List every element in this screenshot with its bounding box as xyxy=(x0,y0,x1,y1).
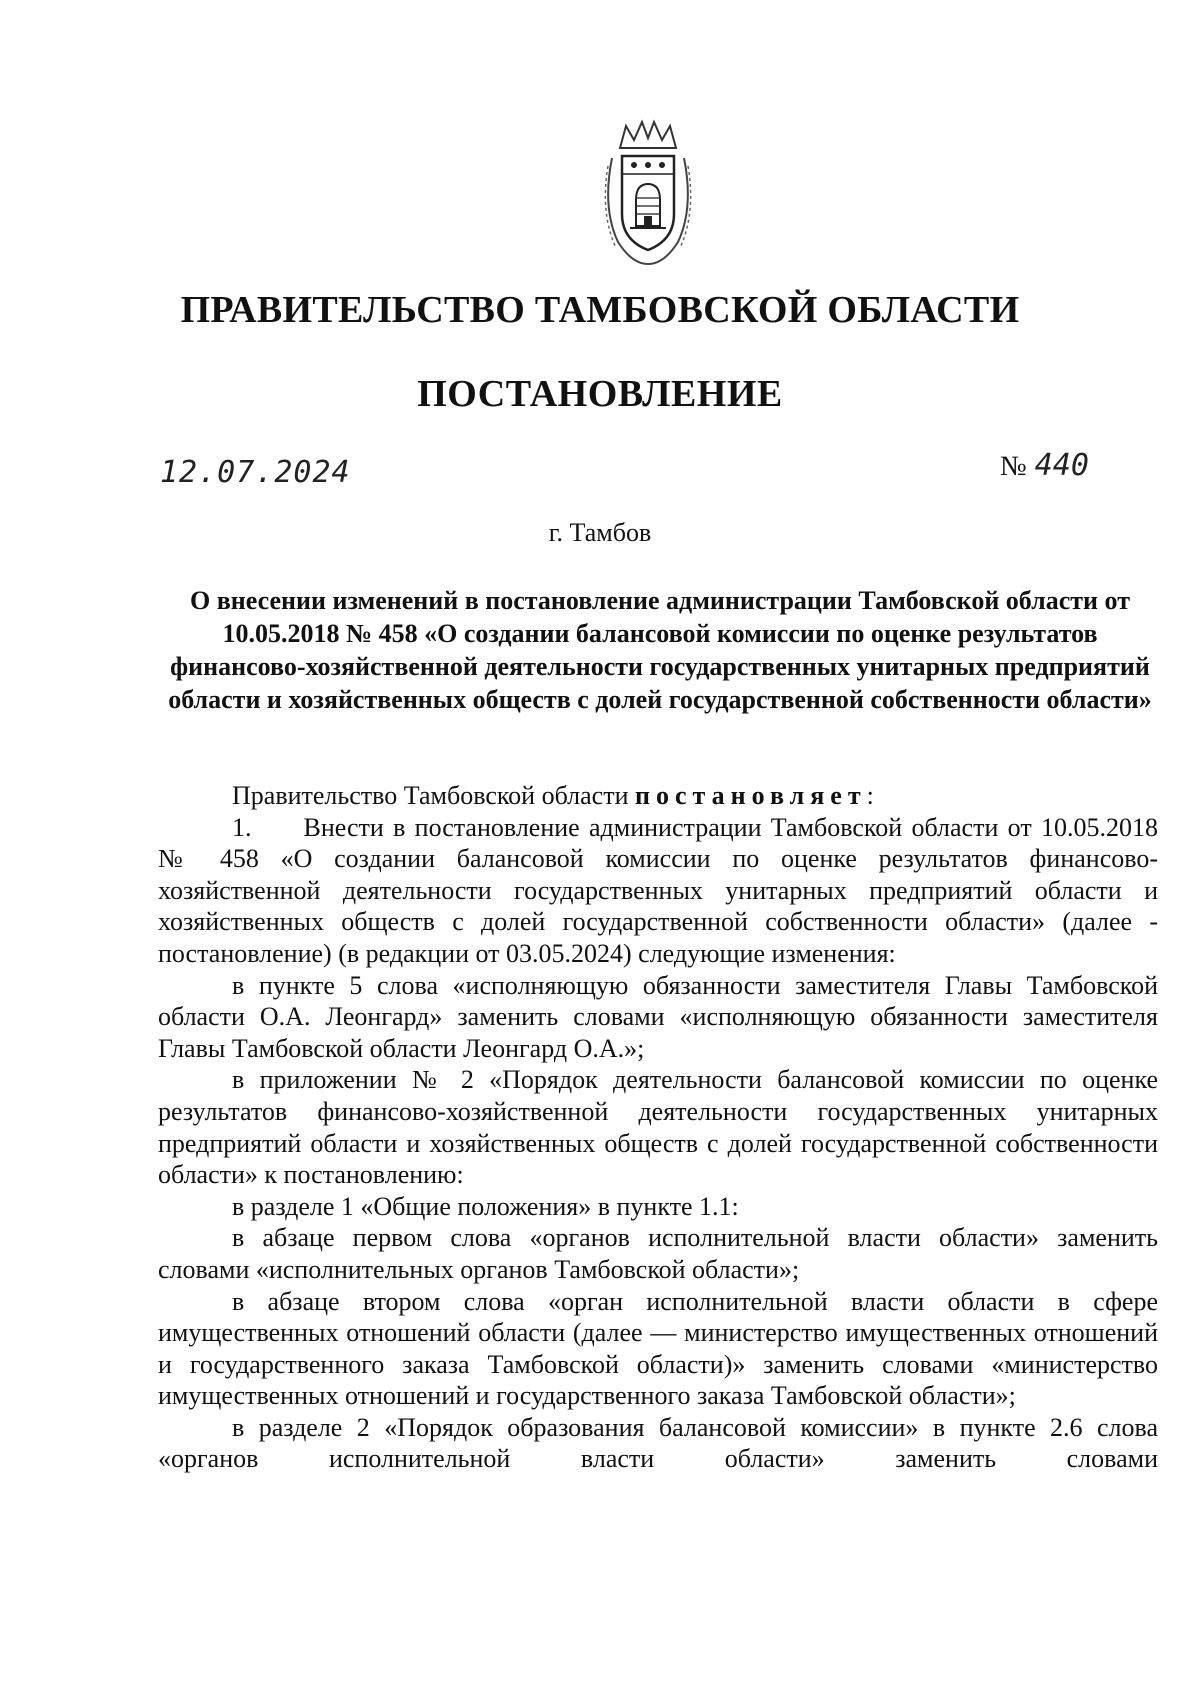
coat-of-arms-emblem xyxy=(598,118,698,266)
item-1-text: Внести в постановление администрации Тамбовской области от 10.05.2018 № 458 «О создании балансовой комиссии по оценке результатов финансово-хозяйственной деятельности государственных унитарных предприятий области и хозяйственных обществ с долей государственной собственности области» (далее - постановление) (в редакции от 03.05.2024) следующие изменения: xyxy=(158,812,1158,968)
preamble-text: Правительство Тамбовской области xyxy=(232,781,635,810)
document-title: О внесении изменений в постановление администрации Тамбовской области от 10.05.2018 № 458 «О создании балансовой комиссии по оценке результатов финансово-хозяйственной деятельности государственных унитарных предприятий области и хозяйственных обществ с долей государственной собственности области» xyxy=(168,586,1152,714)
paragraph: в пункте 5 слова «исполняющую обязанности заместителя Главы Тамбовской области О.А. Леонгард» заменить словами «исполняющую обязанности заместителя Главы Тамбовской области Леонгард О.А.»; xyxy=(158,970,1158,1063)
paragraph: в абзаце втором слова «орган исполнительной власти области в сфере имущественных отношений области (далее — министерство имущественных отношений и государственного заказа Тамбовской области)» заменить словами «министерство имущественных отношений и государственного заказа Тамбовской области»; xyxy=(158,1286,1158,1411)
document-body xyxy=(158,780,1158,1475)
paragraph: в абзаце первом слова «органов исполнительной власти области» заменить словами «исполнительных органов Тамбовской области»; xyxy=(158,1223,1158,1284)
paragraph: в приложении № 2 «Порядок деятельности балансовой комиссии по оценке результатов финансово-хозяйственной деятельности государственных унитарных предприятий области и хозяйственных обществ с долей государственной собственности области» к постановлению: xyxy=(158,1065,1158,1190)
document-type: ПОСТАНОВЛЕНИЕ xyxy=(417,373,783,415)
number-label: № xyxy=(1000,451,1027,482)
item-1 xyxy=(158,812,1158,970)
organization-name: ПРАВИТЕЛЬСТВО ТАМБОВСКОЙ ОБЛАСТИ xyxy=(180,289,1020,331)
number-value: 440 xyxy=(1034,448,1089,483)
paragraph: в разделе 2 «Порядок образования балансовой комиссии» в пункте 2.6 слова «органов исполнительной власти области» заменить словами xyxy=(158,1412,1158,1474)
preamble-tail: : xyxy=(866,781,874,810)
preamble-emphasis: постановляет xyxy=(635,781,867,810)
document-number xyxy=(1000,448,1089,483)
preamble xyxy=(158,780,1158,812)
city: г. Тамбов xyxy=(548,518,652,547)
document-date: 12.07.2024 xyxy=(160,455,351,490)
paragraph: в разделе 1 «Общие положения» в пункте 1.1: xyxy=(232,1191,739,1221)
item-1-number: 1. xyxy=(232,812,252,842)
